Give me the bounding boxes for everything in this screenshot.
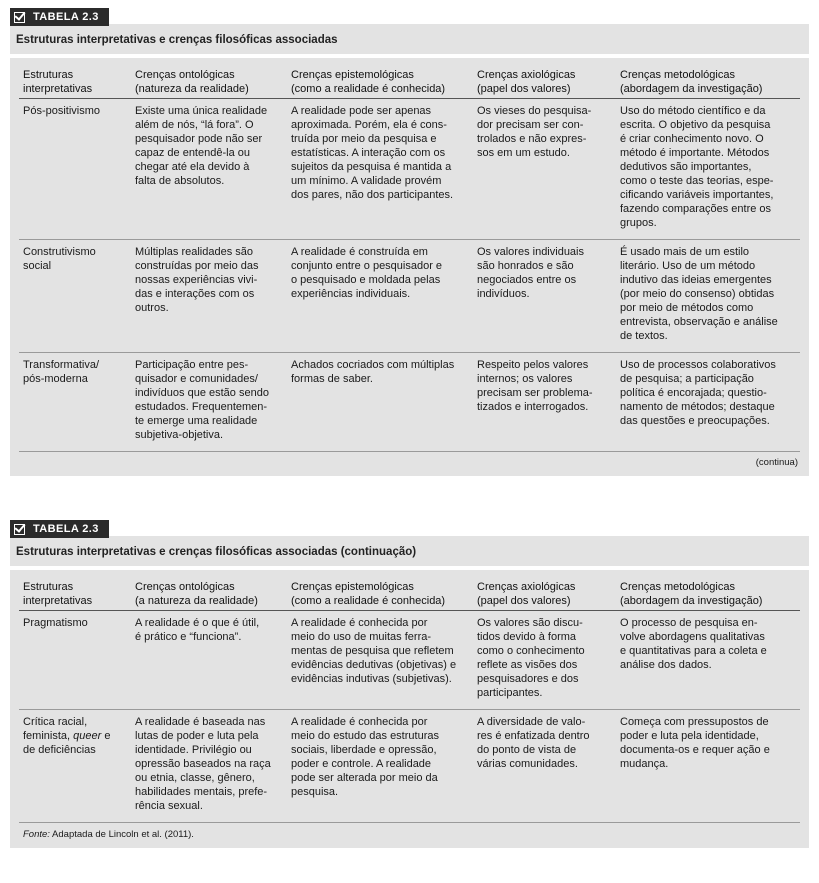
cell-line: fazendo comparações entre os xyxy=(620,202,772,215)
cell-line: de pesquisa; a participação xyxy=(620,372,754,385)
cell-col-epistemological xyxy=(287,610,473,709)
table-row xyxy=(19,709,800,822)
cell-line: dedutivos são importantes, xyxy=(620,160,752,173)
cell-line: Crenças epistemológicas xyxy=(291,68,414,81)
cell-line: Pós-positivismo xyxy=(23,104,101,117)
cell-line: de deficiências xyxy=(23,743,96,756)
cell-line: participantes. xyxy=(477,686,543,699)
cell-line: (como a realidade é conhecida) xyxy=(291,82,446,95)
source-label: Fonte: xyxy=(23,828,50,840)
cell-line: A realidade é conhecida por xyxy=(291,616,428,629)
cell-line: A realidade é o que é útil, xyxy=(135,616,260,629)
continua-note: (continua) xyxy=(755,456,798,468)
cell-line: (como a realidade é conhecida) xyxy=(291,594,446,607)
table-caption: Estruturas interpretativas e crenças filosóficas associadas (continuação) xyxy=(10,536,809,570)
cell-line: é prático e “funciona”. xyxy=(135,630,242,643)
header-col-epistemological xyxy=(287,574,473,611)
beliefs-table xyxy=(19,62,800,452)
cell-col-structures xyxy=(19,98,131,239)
cell-line: falta de absolutos. xyxy=(135,174,225,187)
table-2-3-part-2 xyxy=(10,520,809,848)
cell-line: O processo de pesquisa en- xyxy=(620,616,758,629)
cell-line: res é enfatizada dentro xyxy=(477,729,590,742)
cell-line: quisador e comunidades/ xyxy=(135,372,258,385)
cell-line: é criar conhecimento novo. O xyxy=(620,132,764,145)
cell-line: Crenças metodológicas xyxy=(620,580,735,593)
cell-line: precisam ser problema- xyxy=(477,386,593,399)
cell-line: método é importante. Métodos xyxy=(620,146,770,159)
cell-col-methodological xyxy=(616,239,800,352)
cell-line: volve abordagens qualitativas xyxy=(620,630,765,643)
cell-col-epistemological xyxy=(287,239,473,352)
beliefs-table-continued xyxy=(19,574,800,823)
cell-line: social xyxy=(23,259,52,272)
table-row xyxy=(19,352,800,451)
cell-col-epistemological xyxy=(287,709,473,822)
cell-col-structures xyxy=(19,239,131,352)
cell-line: mentas de pesquisa que refletem xyxy=(291,644,454,657)
cell-col-methodological xyxy=(616,352,800,451)
cell-line: Os vieses do pesquisa- xyxy=(477,104,592,117)
cell-line: Crenças axiológicas xyxy=(477,580,576,593)
cell-line: Estruturas xyxy=(23,68,74,81)
cell-line: interpretativas xyxy=(23,594,93,607)
cell-line: sujeitos da pesquisa é mantida a xyxy=(291,160,452,173)
cell-line: pesquisador pode não ser xyxy=(135,132,263,145)
cell-line: o pesquisado e moldada pelas xyxy=(291,273,441,286)
cell-line: Crenças ontológicas xyxy=(135,580,235,593)
cell-line: estudados. Frequentemen- xyxy=(135,400,268,413)
cell-line: (abordagem da investigação) xyxy=(620,82,763,95)
cell-col-methodological xyxy=(616,610,800,709)
cell-line: e quantitativas para a coleta e xyxy=(620,644,767,657)
cell-line: um mínimo. A validade provém xyxy=(291,174,442,187)
table-panel xyxy=(10,570,809,848)
cell-line: dos pares, não dos participantes. xyxy=(291,188,454,201)
cell-line: construídas por meio das xyxy=(135,259,259,272)
cell-line: A realidade é baseada nas xyxy=(135,715,266,728)
cell-line: internos; os valores xyxy=(477,372,573,385)
cell-line: análise dos dados. xyxy=(620,658,712,671)
cell-line: meio do uso de muitas ferra- xyxy=(291,630,432,643)
cell-line: ou etnia, classe, gênero, xyxy=(135,771,255,784)
cell-line: Crenças epistemológicas xyxy=(291,580,414,593)
cell-col-ontological xyxy=(131,239,287,352)
cell-line: entrevista, observação e análise xyxy=(620,315,778,328)
cell-line: formas de saber. xyxy=(291,372,373,385)
cell-line: Existe uma única realidade xyxy=(135,104,268,117)
cell-line: chegar até ela devido à xyxy=(135,160,250,173)
cell-line: evidências indutivas (subjetivas). xyxy=(291,672,452,685)
cell-col-methodological xyxy=(616,709,800,822)
cell-line: do ponto de vista de xyxy=(477,743,577,756)
cell-col-structures xyxy=(19,709,131,822)
cell-line: escrita. O objetivo da pesquisa xyxy=(620,118,771,131)
table-panel xyxy=(10,58,809,476)
cell-line: tidos devido à forma xyxy=(477,630,577,643)
cell-line: (a natureza da realidade) xyxy=(135,594,258,607)
cell-col-ontological xyxy=(131,709,287,822)
cell-line: lutas de poder e luta pela xyxy=(135,729,259,742)
cell-line: trolados e não expres- xyxy=(477,132,587,145)
checkbox-icon xyxy=(14,12,25,23)
cell-line: (papel dos valores) xyxy=(477,82,571,95)
cell-line: mudança. xyxy=(620,757,669,770)
source-text: Adaptada de Lincoln et al. (2011). xyxy=(49,828,194,840)
table-tag xyxy=(10,8,109,26)
cell-line: poder e controle. A realidade xyxy=(291,757,432,770)
cell-line: Participação entre pes- xyxy=(135,358,249,371)
cell-line: Múltiplas realidades são xyxy=(135,245,254,258)
cell-line: (natureza da realidade) xyxy=(135,82,249,95)
cell-line: feminista, queer e xyxy=(23,729,111,742)
cell-line: Construtivismo xyxy=(23,245,96,258)
cell-line: grupos. xyxy=(620,216,657,229)
cell-line: Começa com pressupostos de xyxy=(620,715,769,728)
cell-line: poder e luta pela identidade, xyxy=(620,729,759,742)
cell-line: como o conhecimento xyxy=(477,644,585,657)
cell-line: política é encorajada; questio- xyxy=(620,386,767,399)
cell-line: A diversidade de valo- xyxy=(477,715,586,728)
cell-line: pesquisa. xyxy=(291,785,339,798)
cell-line: dor precisam ser con- xyxy=(477,118,584,131)
cell-line: Estruturas xyxy=(23,580,74,593)
cell-line: indivíduos. xyxy=(477,287,530,300)
cell-col-ontological xyxy=(131,352,287,451)
cell-line: A realidade pode ser apenas xyxy=(291,104,432,117)
header-col-methodological xyxy=(616,574,800,611)
header-col-ontological xyxy=(131,574,287,611)
header-col-axiological xyxy=(473,574,616,611)
cell-col-methodological xyxy=(616,98,800,239)
cell-col-structures xyxy=(19,610,131,709)
cell-line: documenta-os e requer ação e xyxy=(620,743,770,756)
header-col-ontological xyxy=(131,62,287,99)
cell-line: te emerge uma realidade xyxy=(135,414,258,427)
cell-line: rência sexual. xyxy=(135,799,203,812)
cell-line: Crítica racial, xyxy=(23,715,88,728)
cell-line: Uso do método científico e da xyxy=(620,104,766,117)
table-header-row xyxy=(19,574,800,611)
cell-line: evidências dedutivas (objetivas) e xyxy=(291,658,457,671)
cell-line: sociais, liberdade e opressão, xyxy=(291,743,437,756)
cell-line: negociados entre os xyxy=(477,273,577,286)
cell-col-structures xyxy=(19,352,131,451)
checkbox-icon xyxy=(14,524,25,535)
table-row xyxy=(19,239,800,352)
cell-line: como o teste das teorias, espe- xyxy=(620,174,774,187)
cell-line: outros. xyxy=(135,301,169,314)
cell-line: Os valores são discu- xyxy=(477,616,583,629)
cell-col-axiological xyxy=(473,98,616,239)
cell-line: identidade. Privilégio ou xyxy=(135,743,252,756)
cell-line: namento de métodos; destaque xyxy=(620,400,775,413)
cell-line: de textos. xyxy=(620,329,668,342)
cell-line: além de nós, “lá fora”. O xyxy=(135,118,254,131)
cell-line: (papel dos valores) xyxy=(477,594,571,607)
table-header-row xyxy=(19,62,800,99)
cell-line: Crenças metodológicas xyxy=(620,68,735,81)
cell-col-epistemological xyxy=(287,352,473,451)
cell-line: Respeito pelos valores xyxy=(477,358,589,371)
cell-line: capaz de entendê-la ou xyxy=(135,146,250,159)
table-tag-label: TABELA 2.3 xyxy=(33,523,99,535)
cell-line: tizados e interrogados. xyxy=(477,400,589,413)
cell-col-ontological xyxy=(131,610,287,709)
table-2-3-part-1 xyxy=(10,8,809,476)
cell-col-axiological xyxy=(473,239,616,352)
cell-col-axiological xyxy=(473,352,616,451)
cell-line: indutivo das ideias emergentes xyxy=(620,273,772,286)
cell-line: Crenças axiológicas xyxy=(477,68,576,81)
cell-line: habilidades mentais, prefe- xyxy=(135,785,268,798)
cell-line: são honrados e são xyxy=(477,259,574,272)
cell-line: (abordagem da investigação) xyxy=(620,594,763,607)
cell-line: pós-moderna xyxy=(23,372,88,385)
cell-line: Crenças ontológicas xyxy=(135,68,235,81)
table-caption: Estruturas interpretativas e crenças filosóficas associadas xyxy=(10,24,809,58)
cell-line: interpretativas xyxy=(23,82,93,95)
cell-line: experiências individuais. xyxy=(291,287,411,300)
table-row xyxy=(19,98,800,239)
header-col-structures xyxy=(19,574,131,611)
cell-line: meio do estudo das estruturas xyxy=(291,729,439,742)
cell-line: das e interações com os xyxy=(135,287,255,300)
cell-line: sos em um estudo. xyxy=(477,146,570,159)
cell-col-axiological xyxy=(473,709,616,822)
header-col-structures xyxy=(19,62,131,99)
header-col-methodological xyxy=(616,62,800,99)
cell-line: conjunto entre o pesquisador e xyxy=(291,259,443,272)
table-tag xyxy=(10,520,109,538)
cell-line: É usado mais de um estilo xyxy=(620,245,750,258)
cell-line: pesquisadores e dos xyxy=(477,672,579,685)
cell-line: Pragmatismo xyxy=(23,616,88,629)
cell-line: Achados cocriados com múltiplas xyxy=(291,358,455,371)
header-col-epistemological xyxy=(287,62,473,99)
cell-line: Os valores individuais xyxy=(477,245,584,258)
table-row xyxy=(19,610,800,709)
cell-col-epistemological xyxy=(287,98,473,239)
cell-line: estatísticas. A interação com os xyxy=(291,146,446,159)
cell-line: indivíduos que estão sendo xyxy=(135,386,269,399)
header-col-axiological xyxy=(473,62,616,99)
cell-line: por meio de métodos como xyxy=(620,301,754,314)
cell-line: reflete as visões dos xyxy=(477,658,578,671)
cell-line: pode ser alterada por meio da xyxy=(291,771,438,784)
cell-line: várias comunidades. xyxy=(477,757,578,770)
cell-line: subjetiva-objetiva. xyxy=(135,428,224,441)
cell-line: cificando variáveis importantes, xyxy=(620,188,774,201)
cell-line: literário. Uso de um método xyxy=(620,259,756,272)
cell-line: A realidade é conhecida por xyxy=(291,715,428,728)
cell-line: Transformativa/ xyxy=(23,358,100,371)
cell-line: (por meio do consenso) obtidas xyxy=(620,287,775,300)
cell-col-ontological xyxy=(131,98,287,239)
source-note xyxy=(19,823,800,842)
cell-line: truída por meio da pesquisa e xyxy=(291,132,437,145)
cell-line: aproximada. Porém, ela é cons- xyxy=(291,118,447,131)
cell-col-axiological xyxy=(473,610,616,709)
cell-line: opressão baseados na raça xyxy=(135,757,271,770)
cell-line: A realidade é construída em xyxy=(291,245,428,258)
table-tag-label: TABELA 2.3 xyxy=(33,11,99,23)
cell-line: nossas experiências vivi- xyxy=(135,273,258,286)
cell-line: das questões e preocupações. xyxy=(620,414,770,427)
cell-line: Uso de processos colaborativos xyxy=(620,358,776,371)
